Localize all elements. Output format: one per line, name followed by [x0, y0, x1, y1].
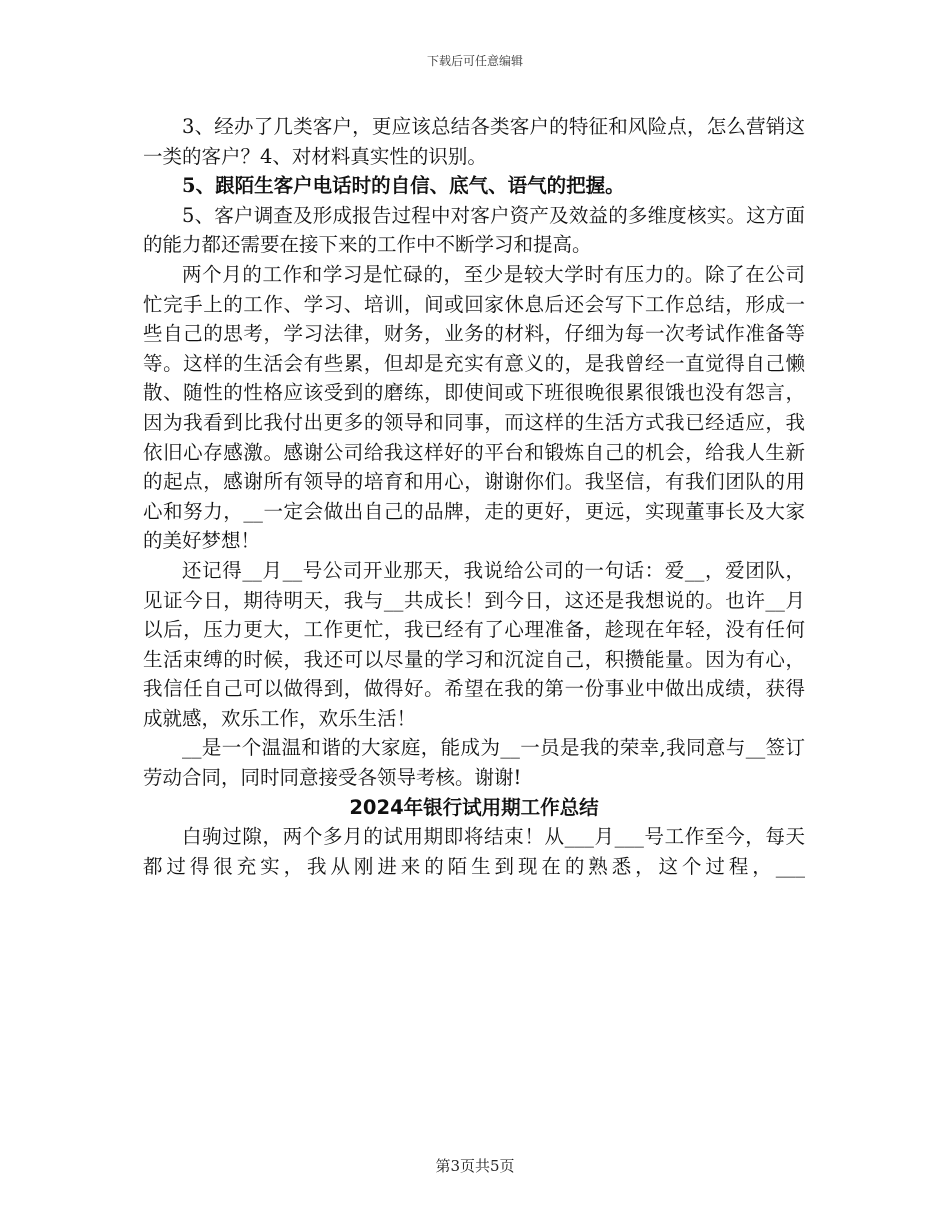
document-body	[143, 112, 805, 881]
paragraph-probation-intro: 白驹过隙，两个多月的试用期即将结束！从___月___号工作至今，每天都过得很充实，我从刚进来的陌生到现在的熟悉，这个过程，___	[143, 825, 805, 878]
paragraph-opening-day: 还记得__月__号公司开业那天，我说给公司的一句话：爱__，爱团队，见证今日，期待明天，我与__共成长！到今日，这还是我想说的。也许__月以后，压力更大，工作更忙，我已经有了心理准备，趁现在年轻，没有任何生活束缚的时候，我还可以尽量的学习和沉淀自己，积攒能量。因为有心，我信任自己可以做得到，做得好。希望在我的第一份事业中做出成绩，获得成就感，欢乐工作，欢乐生活！	[143, 558, 805, 730]
page-header: 下载后可任意编辑	[426, 54, 523, 68]
paragraph-phone-confidence: 5、跟陌生客户电话时的自信、底气、语气的把握。	[182, 174, 625, 198]
page-number: 第3页共5页	[435, 1157, 515, 1175]
paragraph-family-contract: __是一个温温和谐的大家庭，能成为__一员是我的荣幸,我同意与__签订劳动合同，同时同意接受各领导考核。谢谢!	[143, 736, 805, 790]
section-title: 2024年银行试用期工作总结	[349, 795, 599, 819]
paragraph-customer-survey: 5、客户调查及形成报告过程中对客户资产及效益的多维度核实。这方面的能力都还需要在接下来的工作中不断学习和提高。	[143, 203, 805, 257]
paragraph-customer-types: 3、经办了几类客户，更应该总结各类客户的特征和风险点，怎么营销这一类的客户？4、对材料真实性的识别。	[143, 115, 805, 168]
paragraph-two-months-work: 两个月的工作和学习是忙碌的，至少是较大学时有压力的。除了在公司忙完手上的工作、学习、培训，间或回家休息后还会写下工作总结，形成一些自己的思考，学习法律，财务，业务的材料，仔细为每一次考试作准备等等。这样的生活会有些累，但却是充实有意义的，是我曾经一直觉得自己懒散、随性的性格应该受到的磨练，即使间或下班很晚很累很饿也没有怨言，因为我看到比我付出更多的领导和同事，而这样的生活方式我已经适应，我依旧心存感激。感谢公司给我这样好的平台和锻炼自己的机会，给我人生新的起点，感谢所有领导的培育和用心，谢谢你们。我坚信，有我们团队的用心和努力，__一定会做出自己的品牌，走的更好，更远，实现董事长及大家的美好梦想！	[143, 262, 805, 553]
